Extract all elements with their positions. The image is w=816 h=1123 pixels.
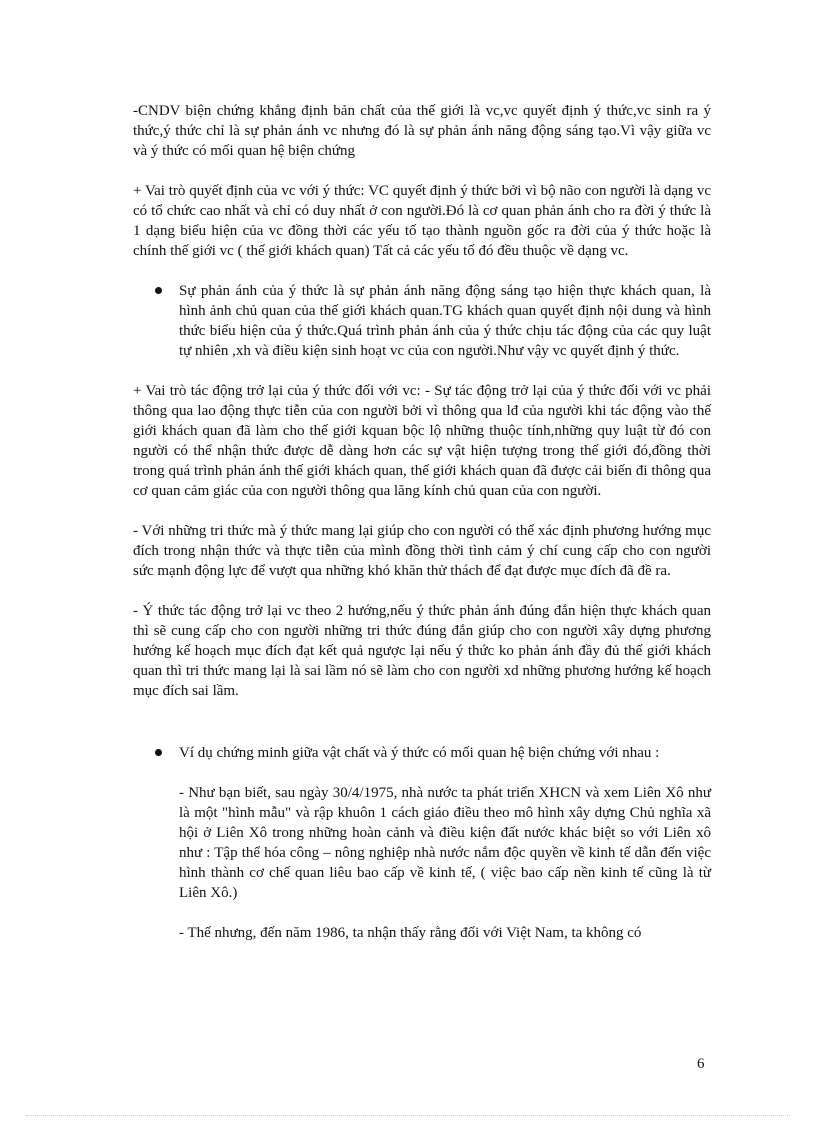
bullet-item-reflection: [133, 281, 711, 361]
bullet-icon: [155, 749, 162, 756]
bullet-text: Sự phản ánh của ý thức là sự phản ánh năng động sáng tạo hiện thực khách quan, là hình ảnh chủ quan của thế giới khách quan.TG khách quan quyết định nội dung và hình thức biểu hiện của ý thức.Quá trình phản ánh của ý thức chịu tác động của các quy luật tự nhiên ,xh và điều kiện sinh hoạt vc của con người.Như vậy vc quyết định ý thức.: [179, 283, 711, 359]
bullet-subparagraph-1986: - Thế nhưng, đến năm 1986, ta nhận thấy rằng đối với Việt Nam, ta không có: [179, 925, 642, 941]
bullet-item-example: [133, 743, 711, 943]
paragraph-role-of-consciousness: + Vai trò tác động trở lại của ý thức đối với vc: - Sự tác động trở lại của ý thức đối với vc phải thông qua lao động thực tiễn của con người bởi vì thông qua lđ của người khi tác động vào thế giới khách quan đã làm cho thế giới kquan bộc lộ những thuộc tính,những quy luật từ đó con người có thể nhận thức được dễ dàng hơn các sự vật hiện tượng trong thế giới đó,đồng thời trong quá trình phản ánh thế giới khách quan, thế giới khách quan đã được cải biến đi thông qua cơ quan cảm giác của con người thông qua lăng kính chủ quan của con người.: [133, 383, 711, 499]
paragraph-two-directions: - Ý thức tác động trở lại vc theo 2 hướng,nếu ý thức phản ánh đúng đắn hiện thực khách quan thì sẽ cung cấp cho con người những tri thức đúng đắn giúp cho con người xây dựng phương hướng kế hoạch mục đích đạt kết quả ngược lại nếu ý thức ko phản ánh đầy đủ thế giới khách quan thì tri thức mang lại là sai lầm nó sẽ làm cho con người xd những phương hướng kế hoạch mục đích sai lầm.: [133, 603, 711, 699]
bullet-title: Ví dụ chứng minh giữa vật chất và ý thức có mối quan hệ biện chứng với nhau :: [179, 745, 660, 761]
bullet-subparagraph-1975: - Như bạn biết, sau ngày 30/4/1975, nhà nước ta phát triển XHCN và xem Liên Xô như là một "hình mẫu" và rập khuôn 1 cách giáo điều theo mô hình xây dựng Chủ nghĩa xã hội ở Liên Xô trong những hoàn cảnh và điều kiện đất nước khác biệt so với Liên xô như : Tập thể hóa công – nông nghiệp nhà nước nắm độc quyền về kinh tế dẫn đến việc hình thành cơ chế quan liêu bao cấp về kinh tế, ( việc bao cấp nền kinh tế cũng là từ Liên Xô.): [179, 785, 711, 901]
document-body: [133, 101, 711, 963]
bullet-icon: [155, 287, 162, 294]
spacer: [133, 721, 711, 743]
paragraph-role-of-matter: + Vai trò quyết định của vc với ý thức: VC quyết định ý thức bởi vì bộ não con người là dạng vc có tổ chức cao nhất và chỉ có duy nhất ở con người.Đó là cơ quan phản ánh cho ra đời ý thức là 1 dạng biểu hiện của vc đồng thời các yếu tố tạo thành nguồn gốc ra đời của ý thức hoặc là chính thế giới vc ( thế giới khách quan) Tất cả các yếu tố đó đều thuộc về dạng vc.: [133, 183, 711, 259]
page-bottom-divider: [26, 1115, 790, 1116]
paragraph-dialectical-materialism: -CNDV biện chứng khẳng định bản chất của thế giới là vc,vc quyết định ý thức,vc sinh ra ý thức,ý thức chỉ là sự phản ánh vc nhưng đó là sự phản ánh năng động sáng tạo.Vì vậy giữa vc và ý thức có mối quan hệ biện chứng: [133, 103, 711, 159]
paragraph-knowledge: - Với những tri thức mà ý thức mang lại giúp cho con người có thể xác định phương hướng mục đích trong nhận thức và thực tiễn của mình đồng thời tình cảm ý chí cung cấp cho con người sức mạnh động lực để vượt qua những khó khăn thử thách để đạt được mục đích đã đề ra.: [133, 523, 711, 579]
page-number: 6: [697, 1056, 705, 1072]
